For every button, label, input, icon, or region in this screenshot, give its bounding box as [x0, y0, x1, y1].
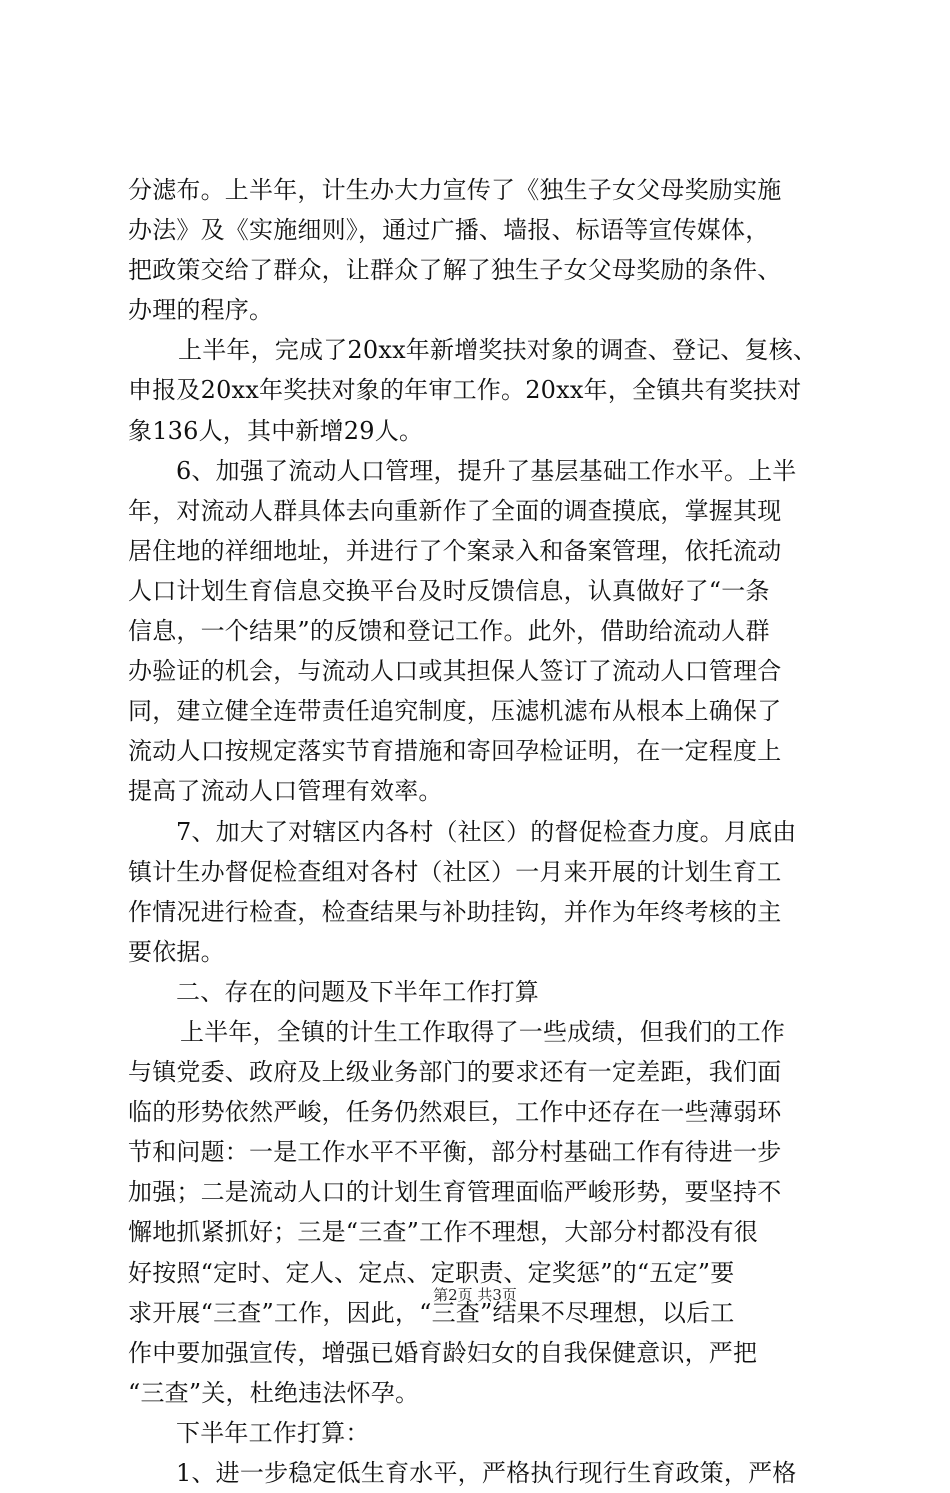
text-line: 6、加强了流动人口管理，提升了基层基础工作水平。上半	[176, 456, 797, 485]
text-line: 办理的程序。	[128, 296, 274, 325]
text-line: 申报及20xx年奖扶对象的年审工作。20xx年，全镇共有奖扶对	[128, 376, 802, 405]
page-footer: 第2页 共3页	[433, 1286, 517, 1304]
text-line: 把政策交给了群众，让群众了解了独生子女父母奖励的条件、	[128, 256, 782, 285]
text-line: 提高了流动人口管理有效率。	[128, 777, 443, 806]
text-line: 加强；二是流动人口的计划生育管理面临严峻形势，要坚持不	[128, 1178, 782, 1207]
text-line: 分滤布。上半年，计生办大力宣传了《独生子女父母奖励实施	[128, 176, 782, 204]
text-line: 临的形势依然严峻，任务仍然艰巨，工作中还存在一些薄弱环	[128, 1098, 782, 1127]
text-line: 好按照“定时、定人、定点、定职责、定奖惩”的“五定”要	[128, 1258, 735, 1287]
text-line: 作中要加强宣传，增强已婚育龄妇女的自我保健意识，严把	[128, 1338, 758, 1367]
text-line: 节和问题：一是工作水平不平衡，部分村基础工作有待进一步	[128, 1138, 782, 1167]
text-line: 下半年工作打算：	[176, 1418, 370, 1447]
text-line: 上半年，完成了20xx年新增奖扶对象的调查、登记、复核、	[178, 336, 818, 365]
text-line: 上半年，全镇的计生工作取得了一些成绩，但我们的工作	[180, 1017, 785, 1046]
text-line: 要依据。	[128, 937, 225, 966]
text-line: 象136人，其中新增29人。	[128, 416, 424, 445]
text-line: 1、进一步稳定低生育水平，严格执行现行生育政策，严格	[176, 1459, 797, 1487]
text-line: 人口计划生育信息交换平台及时反馈信息，认真做好了“一条	[128, 576, 770, 605]
text-line: 办验证的机会，与流动人口或其担保人签订了流动人口管理合	[128, 657, 782, 686]
text-line: 镇计生办督促检查组对各村（社区）一月来开展的计划生育工	[128, 857, 782, 886]
text-line: 作情况进行检查，检查结果与补助挂钩，并作为年终考核的主	[128, 897, 782, 926]
text-line: 居住地的祥细地址，并进行了个案录入和备案管理，依托流动	[128, 536, 782, 565]
text-line: 流动人口按规定落实节育措施和寄回孕检证明，在一定程度上	[128, 737, 782, 766]
text-line: 二、存在的问题及下半年工作打算	[176, 977, 539, 1006]
text-line: 懈地抓紧抓好；三是“三查”工作不理想，大部分村都没有很	[128, 1218, 758, 1247]
text-line: 同，建立健全连带责任追究制度，压滤机滤布从根本上确保了	[128, 697, 782, 726]
text-line: 信息，一个结果”的反馈和登记工作。此外，借助给流动人群	[128, 617, 770, 646]
text-line: 办法》及《实施细则》，通过广播、墙报、标语等宣传媒体，	[128, 216, 770, 245]
text-line: 年，对流动人群具体去向重新作了全面的调查摸底，掌握其现	[128, 496, 782, 525]
text-line: 求开展“三查”工作，因此，“三查”结果不尽理想，以后工	[128, 1298, 735, 1327]
text-line: “三查”关，杜绝违法怀孕。	[128, 1378, 420, 1407]
text-line: 与镇党委、政府及上级业务部门的要求还有一定差距，我们面	[128, 1058, 782, 1087]
text-line: 7、加大了对辖区内各村（社区）的督促检查力度。月底由	[176, 817, 797, 846]
